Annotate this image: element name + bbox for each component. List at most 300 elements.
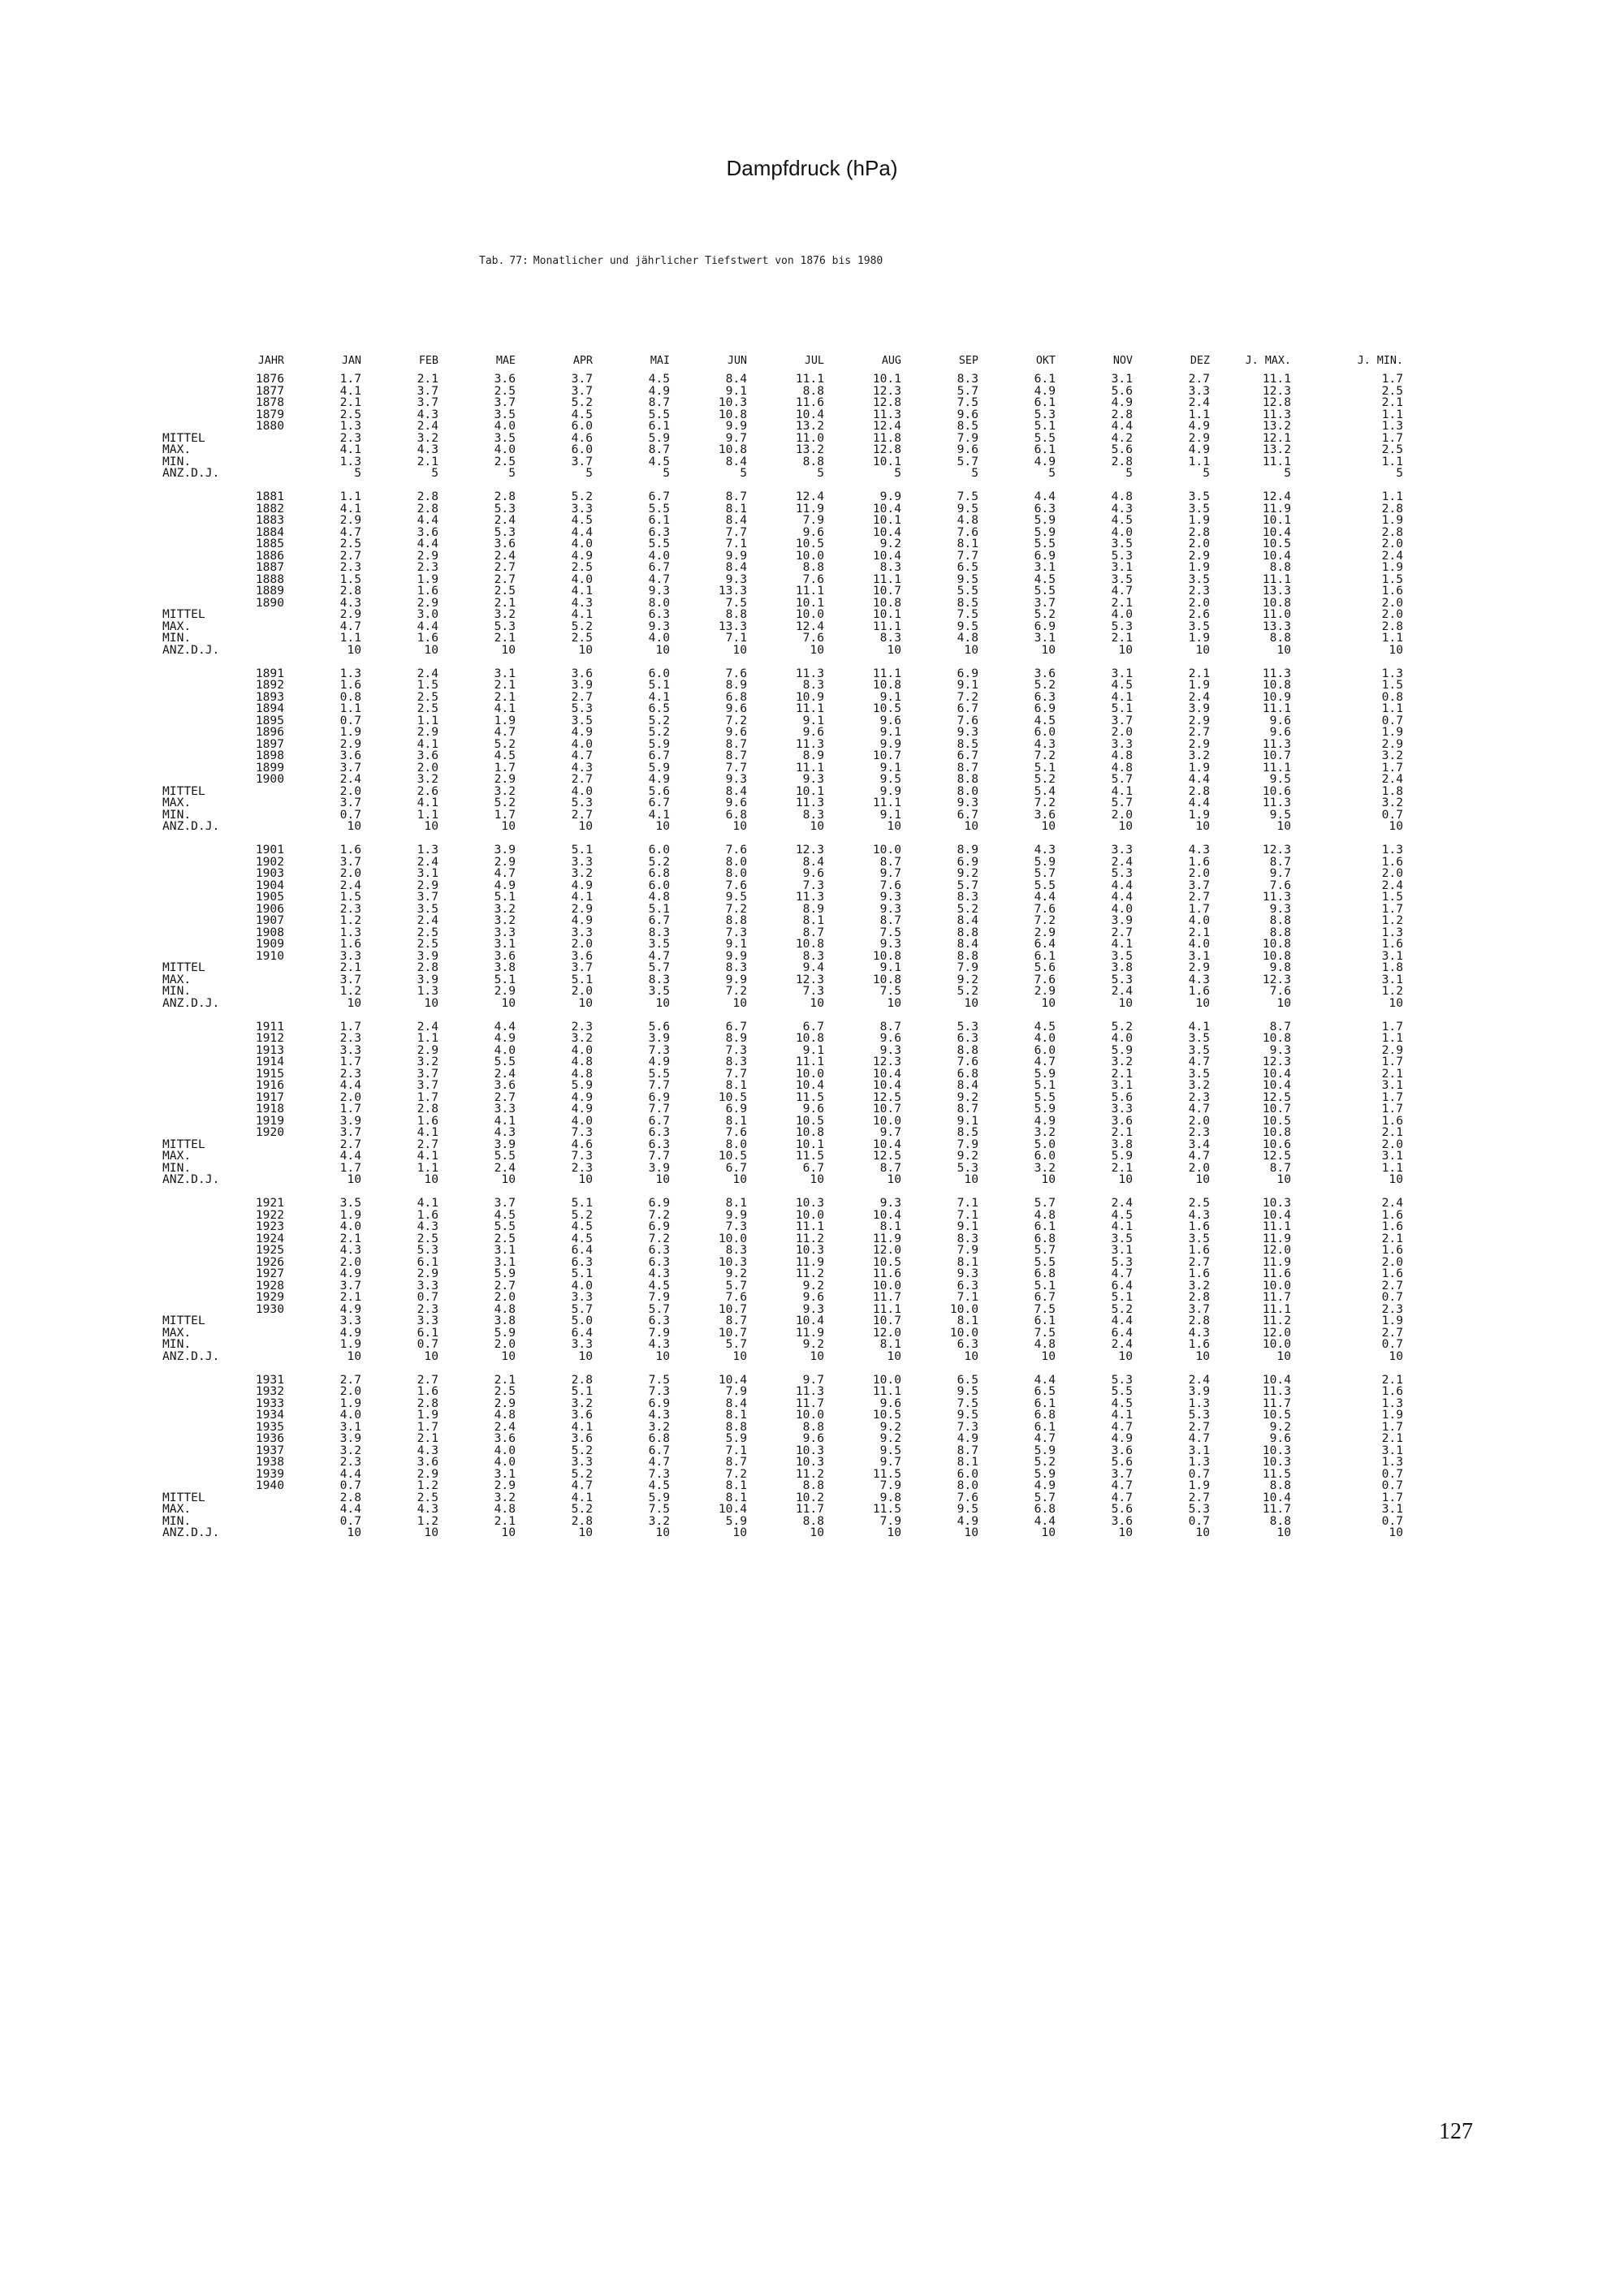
row-label — [162, 515, 235, 527]
value-cell: 7.3 — [648, 1386, 670, 1398]
value-cell: 4.8 — [1034, 1209, 1056, 1221]
stats-value-cell: 4.3 — [1188, 973, 1210, 986]
year-cell: 1929 — [255, 1292, 284, 1304]
value-cell: 2.4 — [1111, 856, 1133, 868]
value-cell: 8.5 — [957, 738, 978, 750]
stats-value-cell: 2.4 — [1111, 1339, 1133, 1351]
year-cell: 1926 — [255, 1256, 284, 1268]
value-cell: 4.4 — [417, 538, 438, 550]
value-cell: 11.1 — [795, 585, 824, 598]
stats-value-cell: 4.2 — [1111, 432, 1133, 444]
value-cell: 8.7 — [725, 491, 747, 503]
year-cell-empty — [235, 1150, 284, 1163]
value-cell: 3.7 — [571, 373, 593, 386]
block-spacer — [162, 480, 1403, 492]
value-cell: 2.1 — [1111, 597, 1133, 609]
value-cell: 1.6 — [1188, 1268, 1210, 1280]
row-label — [162, 1080, 235, 1092]
stats-value-cell: 4.7 — [1188, 1150, 1210, 1163]
value-cell: 3.1 — [1188, 1444, 1210, 1457]
stats-value-cell: 3.8 — [1111, 962, 1133, 974]
value-cell: 1.5 — [1381, 891, 1403, 904]
value-cell: 4.0 — [571, 1044, 593, 1056]
row-label — [162, 1257, 235, 1269]
value-cell: 7.2 — [725, 714, 747, 727]
value-cell: 10.4 — [872, 1068, 901, 1080]
stats-value-cell: 12.0 — [1262, 1327, 1291, 1339]
stats-row — [162, 797, 1403, 809]
value-cell: 3.5 — [1188, 491, 1210, 503]
row-label — [162, 598, 235, 610]
year-cell-empty — [235, 821, 284, 833]
value-cell: 6.8 — [1034, 1232, 1056, 1245]
stats-value-cell: 10 — [1041, 1527, 1056, 1539]
value-cell: 4.5 — [1034, 714, 1056, 727]
value-cell: 1.6 — [1188, 1221, 1210, 1233]
value-cell: 8.4 — [725, 373, 747, 386]
value-cell: 0.7 — [339, 714, 361, 727]
value-cell: 6.7 — [957, 750, 978, 762]
value-cell: 4.4 — [1111, 891, 1133, 904]
value-cell: 2.1 — [494, 1374, 516, 1386]
value-cell: 5.5 — [494, 1221, 516, 1233]
value-cell: 3.9 — [417, 950, 438, 962]
value-cell: 11.3 — [795, 891, 824, 904]
row-label — [162, 1409, 235, 1422]
value-cell: 4.9 — [494, 1033, 516, 1045]
header-dez: DEZ — [1190, 355, 1210, 367]
header-jahr: JAHR — [257, 355, 284, 367]
value-cell: 4.4 — [1034, 491, 1056, 503]
stats-value-cell: 2.5 — [571, 632, 593, 645]
stats-label: ANZ.D.J. — [162, 1174, 220, 1186]
value-cell: 4.5 — [1111, 680, 1133, 692]
stats-value-cell: 5.6 — [1111, 1504, 1133, 1516]
value-cell: 3.6 — [339, 750, 361, 762]
value-cell: 4.3 — [417, 1221, 438, 1233]
value-cell: 11.5 — [1262, 1468, 1291, 1480]
value-cell: 9.2 — [957, 868, 978, 880]
value-cell: 4.8 — [1111, 750, 1133, 762]
value-cell: 8.8 — [957, 926, 978, 939]
value-cell: 11.6 — [1262, 1268, 1291, 1280]
stats-value-cell: 11.1 — [1262, 455, 1291, 468]
stats-value-cell: 10 — [1041, 1174, 1056, 1186]
value-cell: 3.1 — [494, 939, 516, 951]
value-cell: 9.6 — [802, 1292, 824, 1304]
value-cell: 5.1 — [1034, 1280, 1056, 1292]
value-cell: 9.6 — [1269, 727, 1291, 739]
stats-value-cell: 6.4 — [1111, 1327, 1133, 1339]
value-cell: 10.3 — [718, 397, 747, 409]
stats-value-cell: 4.7 — [1111, 1491, 1133, 1504]
value-cell: 3.3 — [494, 926, 516, 939]
value-cell: 7.6 — [725, 879, 747, 891]
stats-value-cell: 8.8 — [802, 1515, 824, 1527]
value-cell: 2.0 — [1188, 868, 1210, 880]
stats-value-cell: 2.1 — [1111, 632, 1133, 645]
year-cell-empty — [235, 962, 284, 974]
value-cell: 10.0 — [949, 1303, 978, 1315]
value-cell: 5.5 — [648, 538, 670, 550]
value-cell: 10.8 — [1262, 680, 1291, 692]
value-cell: 2.4 — [1111, 1198, 1133, 1210]
value-cell: 9.6 — [725, 703, 747, 715]
stats-value-cell: 10 — [424, 1527, 438, 1539]
value-cell: 5.2 — [571, 1468, 593, 1480]
value-cell: 9.2 — [957, 1091, 978, 1103]
stats-value-cell: 10 — [810, 644, 824, 656]
value-cell: 10.0 — [718, 1232, 747, 1245]
row-label — [162, 762, 235, 775]
value-cell: 2.1 — [339, 1232, 361, 1245]
value-cell: 9.9 — [879, 491, 901, 503]
year-cell: 1892 — [255, 680, 284, 692]
value-cell: 1.1 — [1381, 703, 1403, 715]
row-label — [162, 1116, 235, 1128]
value-cell: 5.7 — [957, 385, 978, 397]
stats-value-cell: 8.7 — [648, 444, 670, 456]
stats-value-cell: 1.1 — [1381, 1162, 1403, 1174]
value-cell: 4.4 — [1111, 421, 1133, 433]
value-cell: 3.1 — [1111, 667, 1133, 680]
table-row — [162, 1457, 1403, 1469]
stats-value-cell: 10 — [732, 1527, 747, 1539]
stats-value-cell: 10.0 — [1262, 1339, 1291, 1351]
stats-value-cell: 10 — [1276, 1527, 1291, 1539]
value-cell: 4.9 — [571, 879, 593, 891]
value-cell: 6.3 — [571, 1256, 593, 1268]
value-cell: 2.1 — [339, 397, 361, 409]
value-cell: 8.3 — [725, 1245, 747, 1257]
stats-value-cell: 9.1 — [879, 809, 901, 821]
stats-value-cell: 10 — [347, 644, 361, 656]
table-row — [162, 891, 1403, 904]
stats-value-cell: 10 — [655, 997, 670, 1009]
row-label — [162, 1386, 235, 1398]
value-cell: 2.8 — [1381, 526, 1403, 538]
value-cell: 11.1 — [1262, 1303, 1291, 1315]
table-row — [162, 680, 1403, 692]
value-cell: 6.9 — [648, 1091, 670, 1103]
value-cell: 2.1 — [1188, 667, 1210, 680]
block-spacer — [162, 1362, 1403, 1375]
value-cell: 11.3 — [1262, 891, 1291, 904]
value-cell: 10.3 — [795, 1444, 824, 1457]
value-cell: 4.3 — [339, 597, 361, 609]
value-cell: 10.4 — [1262, 1068, 1291, 1080]
stats-value-cell: 10 — [578, 644, 593, 656]
value-cell: 6.4 — [571, 1245, 593, 1257]
value-cell: 7.5 — [957, 397, 978, 409]
value-cell: 12.3 — [795, 844, 824, 857]
year-cell: 1900 — [255, 774, 284, 786]
stats-value-cell: 11.2 — [1262, 1315, 1291, 1327]
value-cell: 6.8 — [725, 691, 747, 703]
value-cell: 5.5 — [1034, 1091, 1056, 1103]
value-cell: 3.3 — [571, 1457, 593, 1469]
stats-value-cell: 10 — [501, 1527, 516, 1539]
stats-value-cell: 4.9 — [1188, 444, 1210, 456]
value-cell: 8.8 — [1269, 1480, 1291, 1492]
value-cell: 4.7 — [1034, 1433, 1056, 1445]
value-cell: 4.9 — [571, 915, 593, 927]
value-cell: 2.1 — [494, 597, 516, 609]
value-cell: 7.3 — [571, 1127, 593, 1139]
value-cell: 8.3 — [648, 926, 670, 939]
stats-value-cell: 8.8 — [1269, 632, 1291, 645]
value-cell: 3.1 — [494, 667, 516, 680]
value-cell: 13.2 — [1262, 421, 1291, 433]
value-cell: 10.4 — [1262, 550, 1291, 562]
value-cell: 10.1 — [795, 597, 824, 609]
stats-value-cell: 1.7 — [1381, 1491, 1403, 1504]
value-cell: 8.8 — [802, 385, 824, 397]
row-label — [162, 927, 235, 939]
value-cell: 10.4 — [872, 550, 901, 562]
value-cell: 2.8 — [417, 503, 438, 515]
stats-value-cell: 10 — [1389, 821, 1403, 833]
value-cell: 3.5 — [494, 408, 516, 421]
value-cell: 3.3 — [571, 1292, 593, 1304]
value-cell: 3.6 — [1111, 1444, 1133, 1457]
value-cell: 5.5 — [648, 408, 670, 421]
value-cell: 3.9 — [1188, 1386, 1210, 1398]
table-row — [162, 939, 1403, 951]
stats-value-cell: 11.7 — [795, 1504, 824, 1516]
value-cell: 10.3 — [1262, 1444, 1291, 1457]
table-row — [162, 1422, 1403, 1434]
row-label — [162, 1433, 235, 1445]
year-cell: 1935 — [255, 1421, 284, 1433]
stats-value-cell: 2.4 — [494, 1162, 516, 1174]
stats-value-cell: 3.2 — [494, 785, 516, 797]
value-cell: 7.1 — [725, 1444, 747, 1457]
value-cell: 10.0 — [795, 1409, 824, 1422]
value-cell: 3.7 — [417, 385, 438, 397]
value-cell: 4.7 — [1188, 1433, 1210, 1445]
stats-value-cell: 10.8 — [718, 444, 747, 456]
stats-value-cell: 8.4 — [725, 455, 747, 468]
value-cell: 6.7 — [648, 750, 670, 762]
value-cell: 3.1 — [417, 868, 438, 880]
block-spacer-cell — [162, 1009, 1403, 1021]
stats-value-cell: 10 — [887, 997, 901, 1009]
row-label — [162, 915, 235, 927]
stats-value-cell: 10.4 — [795, 1315, 824, 1327]
table-row — [162, 1292, 1403, 1304]
value-cell: 1.6 — [1188, 1245, 1210, 1257]
value-cell: 8.1 — [802, 915, 824, 927]
value-cell: 2.5 — [494, 1386, 516, 1398]
value-cell: 4.5 — [571, 408, 593, 421]
stats-value-cell: 1.8 — [1381, 785, 1403, 797]
stats-value-cell: 10 — [1118, 1174, 1133, 1186]
value-cell: 4.3 — [1188, 844, 1210, 857]
value-cell: 2.4 — [339, 774, 361, 786]
stats-row — [162, 1339, 1403, 1351]
value-cell: 5.3 — [1111, 868, 1133, 880]
value-cell: 5.5 — [494, 1056, 516, 1068]
value-cell: 4.3 — [1188, 1209, 1210, 1221]
stats-label: MITTEL — [162, 432, 205, 444]
stats-value-cell: 2.8 — [1188, 785, 1210, 797]
stats-value-cell: 10 — [424, 1174, 438, 1186]
value-cell: 11.1 — [1262, 1221, 1291, 1233]
value-cell: 2.8 — [339, 585, 361, 598]
stats-value-cell: 1.9 — [1381, 1315, 1403, 1327]
caption-label: Tab. — [479, 255, 505, 267]
value-cell: 4.4 — [339, 1468, 361, 1480]
row-label — [162, 857, 235, 869]
value-cell: 2.1 — [339, 1292, 361, 1304]
value-cell: 4.5 — [1111, 515, 1133, 527]
stats-value-cell: 8.7 — [725, 1315, 747, 1327]
value-cell: 8.7 — [879, 1021, 901, 1033]
stats-value-cell: 4.9 — [957, 1515, 978, 1527]
value-cell: 3.1 — [1381, 1444, 1403, 1457]
value-cell: 10.4 — [1262, 1374, 1291, 1386]
value-cell: 4.1 — [1188, 1021, 1210, 1033]
block-spacer — [162, 833, 1403, 845]
value-cell: 4.0 — [1111, 526, 1133, 538]
value-cell: 12.3 — [1262, 385, 1291, 397]
value-cell: 5.1 — [1034, 421, 1056, 433]
value-cell: 2.1 — [494, 680, 516, 692]
stats-value-cell: 2.9 — [1188, 432, 1210, 444]
stats-value-cell: 10 — [1389, 1527, 1403, 1539]
value-cell: 2.5 — [417, 691, 438, 703]
value-cell: 7.3 — [648, 1468, 670, 1480]
value-cell: 5.6 — [648, 1021, 670, 1033]
stats-value-cell: 4.7 — [339, 620, 361, 632]
row-label — [162, 1268, 235, 1280]
stats-row — [162, 1174, 1403, 1186]
value-cell: 9.1 — [957, 1221, 978, 1233]
year-cell: 1940 — [255, 1480, 284, 1492]
stats-label: MIN. — [162, 809, 192, 821]
value-cell: 5.5 — [648, 503, 670, 515]
value-cell: 5.3 — [1034, 408, 1056, 421]
stats-value-cell: 5.9 — [648, 1491, 670, 1504]
value-cell: 1.6 — [417, 1115, 438, 1127]
year-cell-empty — [235, 986, 284, 998]
value-cell: 5.3 — [1111, 550, 1133, 562]
stats-value-cell: 10 — [655, 821, 670, 833]
value-cell: 10.8 — [872, 680, 901, 692]
value-cell: 3.1 — [1111, 1080, 1133, 1092]
stats-value-cell: 4.1 — [1111, 785, 1133, 797]
value-cell: 5.5 — [1034, 538, 1056, 550]
value-cell: 5.3 — [494, 526, 516, 538]
value-cell: 2.8 — [1188, 526, 1210, 538]
value-cell: 2.8 — [494, 491, 516, 503]
value-cell: 5.3 — [417, 1245, 438, 1257]
value-cell: 4.8 — [571, 1056, 593, 1068]
stats-value-cell: 4.8 — [1034, 1339, 1056, 1351]
value-cell: 2.0 — [1188, 597, 1210, 609]
header-aug: AUG — [881, 355, 901, 367]
value-cell: 8.9 — [802, 903, 824, 915]
stats-row — [162, 974, 1403, 986]
stats-value-cell: 4.6 — [571, 432, 593, 444]
value-cell: 9.3 — [879, 939, 901, 951]
value-cell: 3.6 — [417, 526, 438, 538]
value-cell: 10.8 — [1262, 1033, 1291, 1045]
value-cell: 4.0 — [1111, 1033, 1133, 1045]
stats-value-cell: 10 — [964, 1174, 978, 1186]
value-cell: 3.2 — [1381, 750, 1403, 762]
value-cell: 10.3 — [795, 1245, 824, 1257]
header-nov: NOV — [1112, 355, 1133, 367]
value-cell: 0.7 — [1381, 714, 1403, 727]
stats-row — [162, 444, 1403, 456]
value-cell: 4.5 — [648, 373, 670, 386]
value-cell: 9.1 — [802, 714, 824, 727]
row-label — [162, 868, 235, 880]
value-cell: 6.8 — [1034, 1409, 1056, 1422]
value-cell: 5.9 — [1034, 526, 1056, 538]
stats-value-cell: 7.2 — [1034, 797, 1056, 809]
value-cell: 6.0 — [1034, 1044, 1056, 1056]
stats-value-cell: 12.3 — [1262, 973, 1291, 986]
value-cell: 10.5 — [795, 538, 824, 550]
table-row — [162, 1469, 1403, 1481]
stats-value-cell: 10.1 — [795, 785, 824, 797]
stats-value-cell: 1.7 — [339, 1162, 361, 1174]
value-cell: 7.2 — [648, 1209, 670, 1221]
value-cell: 2.0 — [1188, 1115, 1210, 1127]
value-cell: 12.0 — [1262, 1245, 1291, 1257]
value-cell: 7.3 — [648, 1044, 670, 1056]
value-cell: 4.3 — [571, 762, 593, 774]
value-cell: 2.0 — [1381, 597, 1403, 609]
value-cell: 11.1 — [1262, 703, 1291, 715]
value-cell: 3.7 — [339, 1280, 361, 1292]
stats-value-cell: 5.9 — [1111, 1150, 1133, 1163]
stats-value-cell: 7.9 — [957, 1138, 978, 1150]
stats-value-cell: 1.9 — [1188, 809, 1210, 821]
stats-value-cell: 2.1 — [339, 962, 361, 974]
value-cell: 5.2 — [648, 714, 670, 727]
value-cell: 0.8 — [339, 691, 361, 703]
value-cell: 2.5 — [417, 939, 438, 951]
year-cell: 1896 — [255, 727, 284, 739]
year-cell: 1876 — [255, 373, 284, 386]
stats-value-cell: 2.3 — [571, 1162, 593, 1174]
value-cell: 2.5 — [417, 1232, 438, 1245]
year-cell-empty — [235, 1315, 284, 1327]
value-cell: 1.7 — [1381, 1103, 1403, 1116]
value-cell: 2.7 — [494, 573, 516, 585]
value-cell: 2.3 — [339, 903, 361, 915]
stats-value-cell: 3.7 — [571, 455, 593, 468]
stats-value-cell: 3.2 — [648, 1515, 670, 1527]
stats-value-cell: 2.7 — [571, 809, 593, 821]
row-label — [162, 397, 235, 409]
value-cell: 7.6 — [725, 667, 747, 680]
value-cell: 8.4 — [957, 1080, 978, 1092]
stats-value-cell: 9.5 — [957, 620, 978, 632]
stats-value-cell: 7.2 — [725, 986, 747, 998]
value-cell: 2.9 — [339, 515, 361, 527]
stats-value-cell: 3.2 — [494, 609, 516, 621]
value-cell: 10.7 — [718, 1303, 747, 1315]
value-cell: 8.9 — [725, 680, 747, 692]
value-cell: 2.7 — [494, 1091, 516, 1103]
year-cell: 1879 — [255, 408, 284, 421]
value-cell: 4.9 — [1111, 1433, 1133, 1445]
